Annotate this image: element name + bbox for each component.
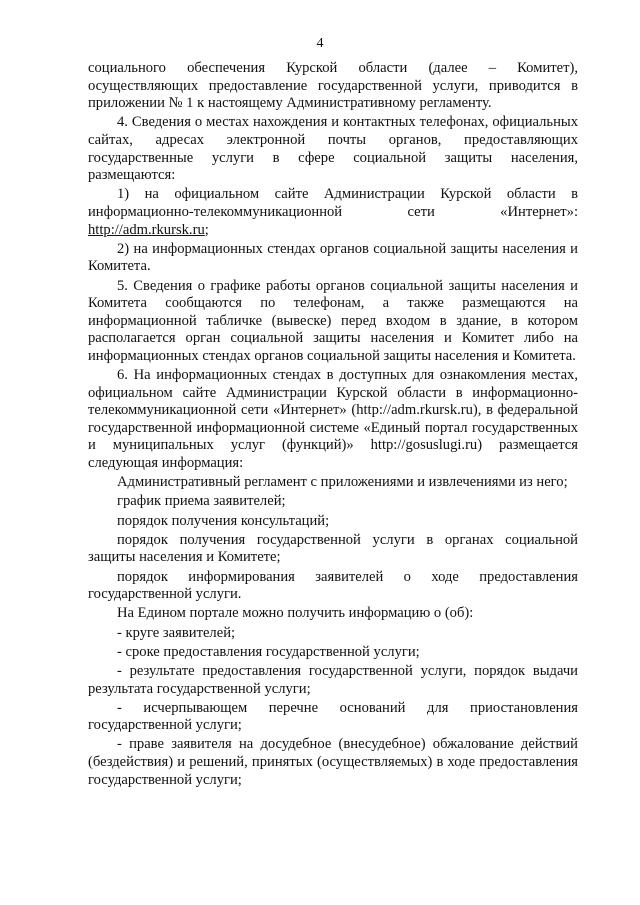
list-service-procedure: порядок получения государственной услуги в органах социальной защиты населения и Комитете; — [88, 531, 578, 566]
portal-item-term: - сроке предоставления государственной услуги; — [117, 643, 420, 660]
body-text — [88, 60, 578, 791]
list-reception-schedule: график приема заявителей; — [117, 493, 286, 510]
paragraph-5-schedule: 5. Сведения о графике работы органов социальной защиты населения и Комитета сообщаются по телефонам, а также размещаются на информационной табличке (вывеске) перед входом в здание, в котором располагается орган социальной защиты населения и Комитет либо на информационных стендах органов социальной защиты населения и Комитета. — [88, 277, 578, 364]
list-regulation: Административный регламент с приложениями и извлечениями из него; — [117, 474, 568, 491]
portal-item-suspension: - исчерпывающем перечне оснований для приостановления государственной услуги; — [88, 699, 578, 734]
portal-info-intro: На Едином портале можно получить информацию о (об): — [117, 605, 474, 622]
paragraph-4-contacts: 4. Сведения о местах нахождения и контактных телефонах, официальных сайтах, адресах электронной почты органов, предоставляющих государственные услуги в сфере социальной защиты населения, размещаются: — [88, 114, 578, 184]
portal-item-appeal: - праве заявителя на досудебное (внесудебное) обжалование действий (бездействия) и решений, принятых (осуществляемых) в ходе предоставления государственной услуги; — [88, 736, 578, 788]
item-1-official-site — [88, 186, 578, 239]
item-2-info-stands: 2) на информационных стендах органов социальной защиты населения и Комитета. — [88, 240, 578, 275]
paragraph-committee-reference: социального обеспечения Курской области (далее – Комитет), осуществляющих предоставление государственной услуги, приводится в приложении № 1 к настоящему Административному регламенту. — [88, 60, 578, 112]
list-consultations: порядок получения консультаций; — [117, 512, 330, 529]
item-1-text: 1) на официальном сайте Администрации Курской области в информационно-телекоммуникационной сети «Интернет»: — [88, 186, 578, 220]
page-number: 4 — [316, 36, 324, 51]
list-informing-procedure: порядок информирования заявителей о ходе предоставления государственной услуги. — [88, 568, 578, 603]
paragraph-6-info-stands: 6. На информационных стендах в доступных для ознакомления местах, официальном сайте Администрации Курской области в информационно-телекоммуникационной сети «Интернет» (http://adm.rkursk.ru), в федеральной государственной информационной системе «Единый портал государственных и муниципальных услуг (функций)» http://gosuslugi.ru) размещается следующая информация: — [88, 367, 578, 472]
item-1-end: ; — [204, 221, 209, 238]
adm-rkursk-link[interactable]: http://adm.rkursk.ru — [88, 221, 205, 238]
portal-item-applicants: - круге заявителей; — [117, 624, 236, 641]
portal-item-result: - результате предоставления государственной услуги, порядок выдачи результата государственной услуги; — [88, 662, 578, 697]
